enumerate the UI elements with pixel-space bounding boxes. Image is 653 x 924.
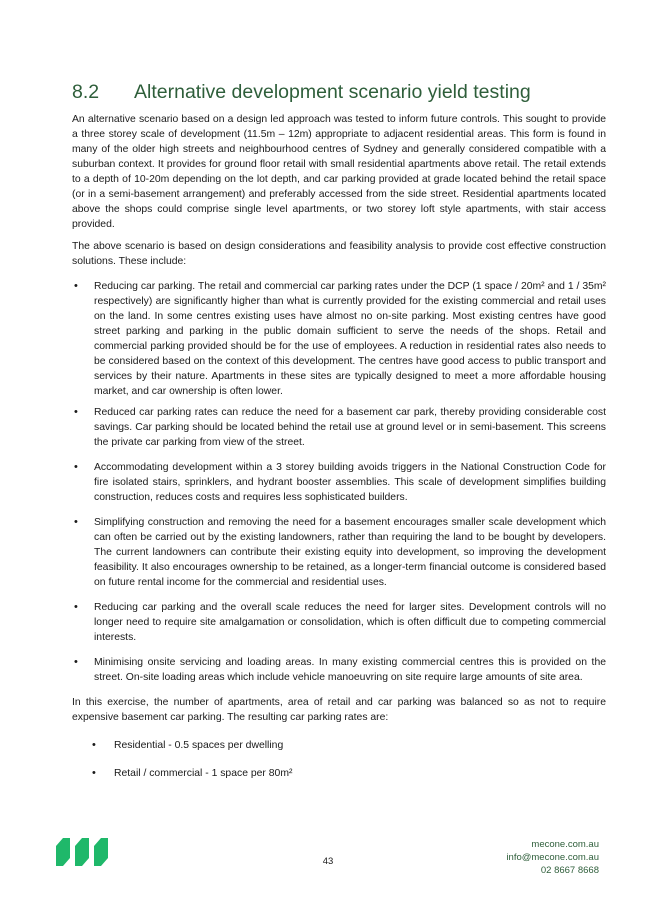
list-item xyxy=(72,655,606,685)
list-item xyxy=(72,460,606,505)
intro-paragraph: An alternative scenario based on a design led approach was tested to inform future controls. This sought to provide a three storey scale of development (11.5m – 12m) appropriate to adjacent residential areas. This form is found in many of the older high streets and neighbourhood centres of Sydney and generally considered compatible with a suburban context. It provides for ground floor retail with small residential apartments above retail. The retail extends to a depth of 10-20m depending on the lot depth, and car parking provided at grade located behind the retail space (or in a semi-basement arrangement) and preferably accessed from the side street. Residential apartments located above the shops could comprise single level apartments, or two storey loft style apartments, with stair access provided. xyxy=(72,114,606,230)
list-item-text: Minimising onsite servicing and loading areas. In many existing commercial centres this is provided on the street. On-site loading areas which include vehicle manoeuvring on site require large amounts of site area. xyxy=(94,657,606,683)
logo-stripe xyxy=(75,838,89,866)
list-item-text: Reducing car parking and the overall scale reduces the need for larger sites. Development controls will no longer need to require site amalgamation or consolidation, which is often difficult due to competing commercial interests. xyxy=(94,602,606,643)
list-item xyxy=(72,405,606,450)
list-item-text: Reduced car parking rates can reduce the need for a basement car park, thereby providing considerable cost savings. Car parking should be located behind the retail use at ground level or in semi-basement. This screens the private car parking from view of the street. xyxy=(94,407,606,448)
bullet-icon: • xyxy=(74,656,78,668)
bullet-icon: • xyxy=(92,739,96,751)
website-link[interactable]: mecone.com.au xyxy=(531,839,599,850)
bullet-icon: • xyxy=(74,601,78,613)
section-heading xyxy=(72,80,612,104)
list-item xyxy=(92,766,592,781)
bullet-icon: • xyxy=(74,280,78,292)
list-item xyxy=(72,600,606,645)
rate-text: Retail / commercial - 1 space per 80m² xyxy=(114,768,293,779)
footer-contact xyxy=(459,838,599,877)
bullet-icon: • xyxy=(74,406,78,418)
bullet-icon: • xyxy=(74,516,78,528)
bullet-icon: • xyxy=(74,461,78,473)
rate-text: Residential - 0.5 spaces per dwelling xyxy=(114,740,284,751)
page-number: 43 xyxy=(322,856,334,867)
section-title: Alternative development scenario yield testing xyxy=(134,81,531,103)
list-item-text: Accommodating development within a 3 storey building avoids triggers in the National Construction Code for fire isolated stairs, sprinklers, and hydrant booster assemblies. This scale of development simplifies building construction, reduces costs and requires less sophisticated builders. xyxy=(94,462,606,503)
exercise-paragraph: In this exercise, the number of apartments, area of retail and car parking was balanced so as not to require expensive basement car parking. The resulting car parking rates are: xyxy=(72,697,606,723)
list-item xyxy=(72,279,606,399)
phone-number: 02 8667 8668 xyxy=(540,865,599,876)
logo-stripe xyxy=(94,838,108,866)
section-number: 8.2 xyxy=(72,81,100,103)
scenario-paragraph: The above scenario is based on design considerations and feasibility analysis to provide cost effective construction solutions. These include: xyxy=(72,241,606,267)
list-item xyxy=(92,738,592,753)
list-item-text: Simplifying construction and removing the need for a basement encourages smaller scale development which can often be carried out by the existing landowners, rather than requiring the land to be bought by developers. The current landowners can contribute their existing equity into development, so improving the development feasibility. It also encourages ownership to be retained, as a longer-term financial outcome is considered based on future rental income for the commercial and residential uses. xyxy=(94,517,606,588)
email-link[interactable]: info@mecone.com.au xyxy=(506,852,599,863)
list-item-text: Reducing car parking. The retail and commercial car parking rates under the DCP (1 space / 20m² and 1 / 35m² respectively) are significantly higher than what is currently provided for the existing commercial and retail uses on the land. In some centres existing uses have almost no on-site parking. Most existing centres have good street parking and parking in the public domain sufficient to serve the needs of the shops. Retail and commercial parking provided should be for the use of employees. A reduction in residential rates also needs to be considered based on the context of this development. The centres have good access to public transport and services by their nature. Apartments in these sites are typically designed to meet a more affordable housing market, and car ownership is often lower. xyxy=(94,281,606,397)
bullet-icon: • xyxy=(92,767,96,779)
mecone-logo-icon xyxy=(56,838,112,866)
logo-stripe xyxy=(56,838,70,866)
list-item xyxy=(72,515,606,590)
